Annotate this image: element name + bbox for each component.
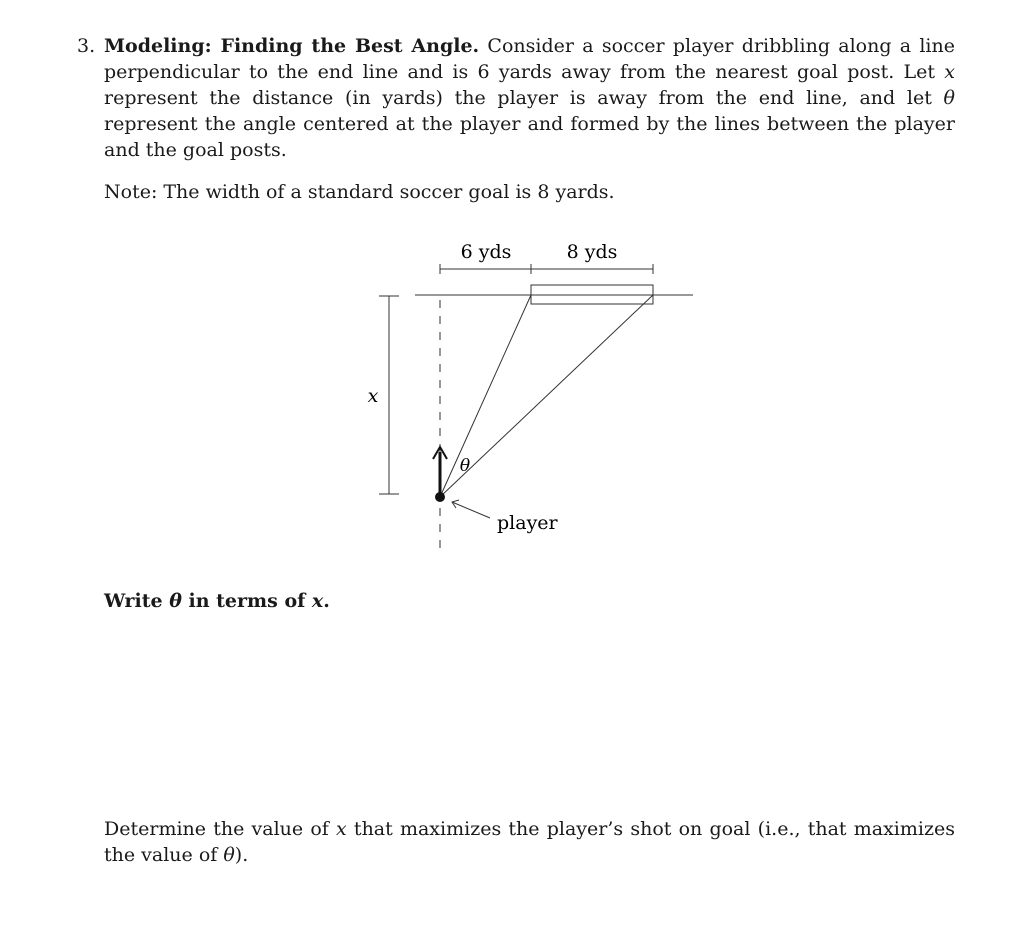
sight-line-far-post [440, 295, 653, 497]
x-dimension-bar [379, 296, 399, 494]
player-pointer [452, 500, 490, 518]
question-maximize [104, 816, 955, 868]
label-theta: θ [459, 456, 471, 476]
q2-text-3: ). [234, 844, 249, 866]
dimension-line [440, 264, 653, 274]
label-player: player [497, 512, 558, 534]
problem-text-1: Consider a soccer player dribbling along a line perpendicular to the end line and is 6 yards away from the nearest goal post. Let [104, 35, 955, 83]
problem-text-3: represent the angle centered at the player and formed by the lines between the player and the goal posts. [104, 113, 955, 161]
var-theta: θ [943, 87, 955, 109]
movement-arrow [433, 447, 447, 497]
player-dot [435, 492, 445, 502]
var-x: x [944, 61, 955, 83]
problem-text-2: represent the distance (in yards) the player is away from the end line, and let [104, 87, 944, 109]
q1-var-theta: θ [169, 590, 182, 612]
label-8yds: 8 yds [566, 241, 618, 263]
q2-text-1: Determine the value of [104, 818, 337, 840]
note: Note: The width of a standard soccer goal is 8 yards. [104, 181, 615, 203]
label-x: x [367, 385, 379, 407]
q1-text-3: . [323, 590, 330, 612]
q2-var-x: x [336, 818, 347, 840]
q1-text-1: Write [104, 590, 170, 612]
q1-text-2: in terms of [181, 590, 312, 612]
problem-title: Modeling: Finding the Best Angle. [104, 35, 480, 57]
q2-text-2: that maximizes the player’s shot on goal (i.e., that maximizes the value of [104, 818, 955, 866]
problem-number: 3. [77, 35, 96, 57]
question-write-theta [104, 588, 330, 614]
q1-var-x: x [311, 590, 324, 612]
label-6yds: 6 yds [460, 241, 512, 263]
sight-line-near-post [440, 295, 531, 497]
q2-var-theta: θ [223, 844, 235, 866]
